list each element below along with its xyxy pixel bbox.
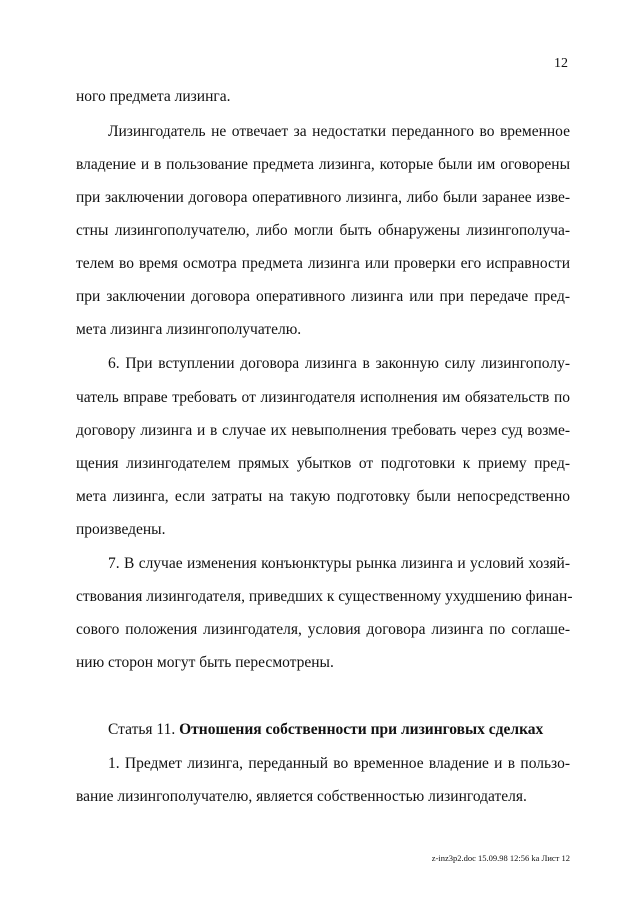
text-line: при заключении договора оперативного лизинга или при передаче пред-: [76, 288, 570, 305]
text-line: при заключении договора оперативного лизинга, либо были заранее изве-: [76, 189, 570, 206]
text-line: договору лизинга и в случае их невыполнения требовать через суд возме-: [76, 422, 570, 439]
text-line: мета лизинга лизингополучателю.: [76, 321, 302, 338]
article-heading: [108, 720, 570, 740]
text-line: стны лизингополучателю, либо могли быть обнаружены лизингополуча-: [76, 222, 570, 239]
text-line: сового положения лизингодателя, условия договора лизинга по соглаше-: [76, 621, 570, 638]
text-line: 6. При вступлении договора лизинга в законную силу лизингополу-: [108, 355, 570, 372]
text-line: мета лизинга, если затраты на такую подготовку были непосредственно: [76, 488, 570, 505]
text-line: щения лизингодателем прямых убытков от подготовки к приему пред-: [76, 455, 570, 472]
page-number: 12: [554, 56, 568, 71]
text-line: чатель вправе требовать от лизингодателя исполнения им обязательств по: [76, 389, 570, 406]
article-label: Статья 11.: [108, 721, 176, 738]
text-line: нию сторон могут быть пересмотрены.: [76, 654, 334, 671]
document-footer: z-inz3p2.doc 15.09.98 12:56 ka Лист 12: [431, 853, 570, 863]
article-title: Отношения собственности при лизинговых сделках: [179, 721, 544, 738]
text-line: произведены.: [76, 521, 166, 538]
text-line: телем во время осмотра предмета лизинга или проверки его исправности: [76, 255, 570, 272]
text-line: 1. Предмет лизинга, переданный во временное владение и в пользо-: [108, 755, 570, 772]
text-line: ствования лизингодателя, приведших к существенному ухудшению финан-: [76, 588, 573, 605]
text-line: Лизингодатель не отвечает за недостатки переданного во временное: [108, 123, 570, 140]
text-line: 7. В случае изменения конъюнктуры рынка лизинга и условий хозяй-: [108, 555, 570, 572]
text-line: владение и в пользование предмета лизинга, которые были им оговорены: [76, 156, 570, 173]
text-line: ного предмета лизинга.: [76, 88, 231, 105]
text-line: вание лизингополучателю, является собственностью лизингодателя.: [76, 788, 527, 805]
